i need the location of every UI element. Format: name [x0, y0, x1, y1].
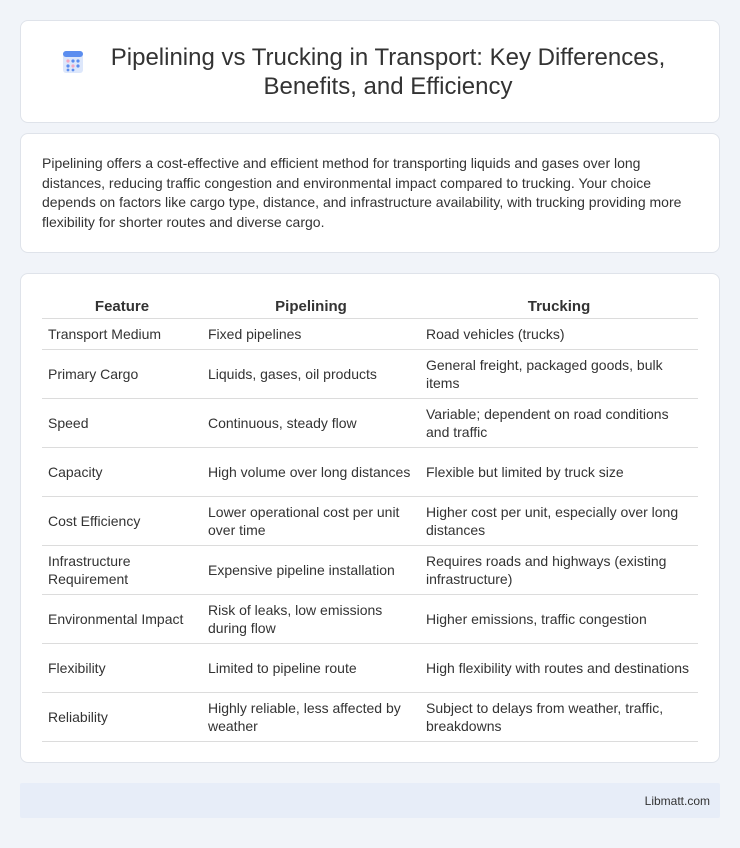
header-pipelining: Pipelining	[202, 294, 420, 318]
header-trucking: Trucking	[420, 294, 698, 318]
header-feature: Feature	[42, 294, 202, 318]
feature-cell: Flexibility	[42, 643, 202, 692]
intro-card	[20, 133, 720, 253]
table-header-row	[42, 294, 698, 318]
table-row	[42, 594, 698, 643]
trucking-cell: High flexibility with routes and destinations	[420, 643, 698, 692]
trucking-cell: Road vehicles (trucks)	[420, 318, 698, 349]
table-row	[42, 496, 698, 545]
trucking-cell: Subject to delays from weather, traffic, breakdowns	[420, 692, 698, 741]
comparison-table	[42, 294, 698, 742]
footer	[20, 783, 720, 818]
table-row	[42, 398, 698, 447]
pipelining-cell: High volume over long distances	[202, 447, 420, 496]
page-title: Pipelining vs Trucking in Transport: Key Differences, Benefits, and Efficiency	[110, 43, 666, 100]
feature-cell: Infrastructure Requirement	[42, 545, 202, 594]
table-row	[42, 643, 698, 692]
trucking-cell: Flexible but limited by truck size	[420, 447, 698, 496]
document-icon	[60, 49, 86, 75]
feature-cell: Capacity	[42, 447, 202, 496]
pipelining-cell: Fixed pipelines	[202, 318, 420, 349]
table-row	[42, 318, 698, 349]
feature-cell: Reliability	[42, 692, 202, 741]
table-row	[42, 447, 698, 496]
table-row	[42, 692, 698, 741]
table-row	[42, 349, 698, 398]
feature-cell: Environmental Impact	[42, 594, 202, 643]
footer-site-link[interactable]: Libmatt.com	[644, 793, 710, 808]
table-row	[42, 545, 698, 594]
trucking-cell: General freight, packaged goods, bulk items	[420, 349, 698, 398]
title-wrap	[60, 43, 680, 101]
pipelining-cell: Lower operational cost per unit over time	[202, 496, 420, 545]
pipelining-cell: Risk of leaks, low emissions during flow	[202, 594, 420, 643]
feature-cell: Primary Cargo	[42, 349, 202, 398]
feature-cell: Transport Medium	[42, 318, 202, 349]
title-card	[20, 20, 720, 123]
feature-cell: Cost Efficiency	[42, 496, 202, 545]
intro-paragraph: Pipelining offers a cost-effective and efficient method for transporting liquids and gases over long distances, reducing traffic congestion and environmental impact compared to trucking. Your choice depends on factors like cargo type, distance, and infrastructure availability, with trucking providing more flexibility for shorter routes and diverse cargo.	[42, 155, 682, 230]
pipelining-cell: Limited to pipeline route	[202, 643, 420, 692]
feature-cell: Speed	[42, 398, 202, 447]
pipelining-cell: Expensive pipeline installation	[202, 545, 420, 594]
trucking-cell: Requires roads and highways (existing infrastructure)	[420, 545, 698, 594]
pipelining-cell: Continuous, steady flow	[202, 398, 420, 447]
trucking-cell: Higher emissions, traffic congestion	[420, 594, 698, 643]
trucking-cell: Higher cost per unit, especially over long distances	[420, 496, 698, 545]
pipelining-cell: Liquids, gases, oil products	[202, 349, 420, 398]
pipelining-cell: Highly reliable, less affected by weather	[202, 692, 420, 741]
comparison-card	[20, 273, 720, 763]
trucking-cell: Variable; dependent on road conditions and traffic	[420, 398, 698, 447]
